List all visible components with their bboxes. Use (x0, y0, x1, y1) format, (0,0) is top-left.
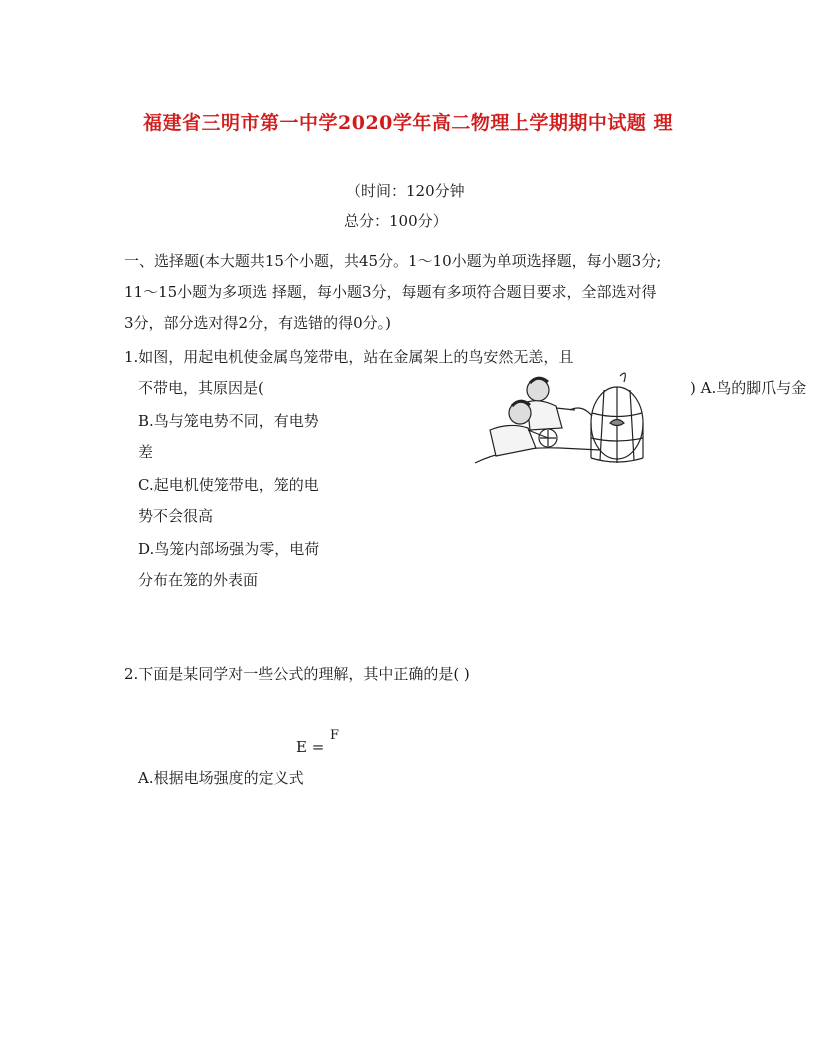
section-instructions-line-2: 11～15小题为多项选 择题，每小题3分，每题有多项符合题目要求，全部选对得 (124, 283, 657, 301)
question-1-option-b-cont: 差 (138, 443, 154, 461)
formula-numerator-f: F (330, 728, 340, 743)
question-1-stem: 1.如图，用起电机使金属鸟笼带电，站在金属架上的鸟安然无恙，且 (124, 348, 574, 366)
question-2-stem: 2.下面是某同学对一些公式的理解，其中正确的是( ) (124, 665, 470, 683)
question-1-stem-cont: 不带电，其原因是( (138, 379, 264, 397)
document-title: 福建省三明市第一中学2020学年高二物理上学期期中试题 理 (143, 112, 673, 134)
exam-time: （时间：120分钟 (346, 182, 465, 200)
birdcage-illustration (470, 368, 660, 478)
section-instructions-line-1: 一、选择题(本大题共15个小题，共45分。1～10小题为单项选择题，每小题3分; (124, 252, 662, 270)
question-1-option-c-cont: 势不会很高 (138, 507, 214, 525)
question-2-option-a: A.根据电场强度的定义式 (138, 769, 304, 787)
question-1-option-c: C.起电机使笼带电，笼的电 (138, 476, 319, 494)
question-1-option-d-cont: 分布在笼的外表面 (138, 571, 259, 589)
section-instructions-line-3: 3分，部分选对得2分，有选错的得0分。) (124, 314, 391, 332)
exam-total-score: 总分：100分） (344, 212, 448, 230)
question-1-option-b: B.鸟与笼电势不同，有电势 (138, 412, 319, 430)
formula-e-equals: E = (296, 738, 325, 756)
question-1-option-d: D.鸟笼内部场强为零，电荷 (138, 540, 320, 558)
question-1-option-a: ) A.鸟的脚爪与金 (690, 379, 807, 397)
